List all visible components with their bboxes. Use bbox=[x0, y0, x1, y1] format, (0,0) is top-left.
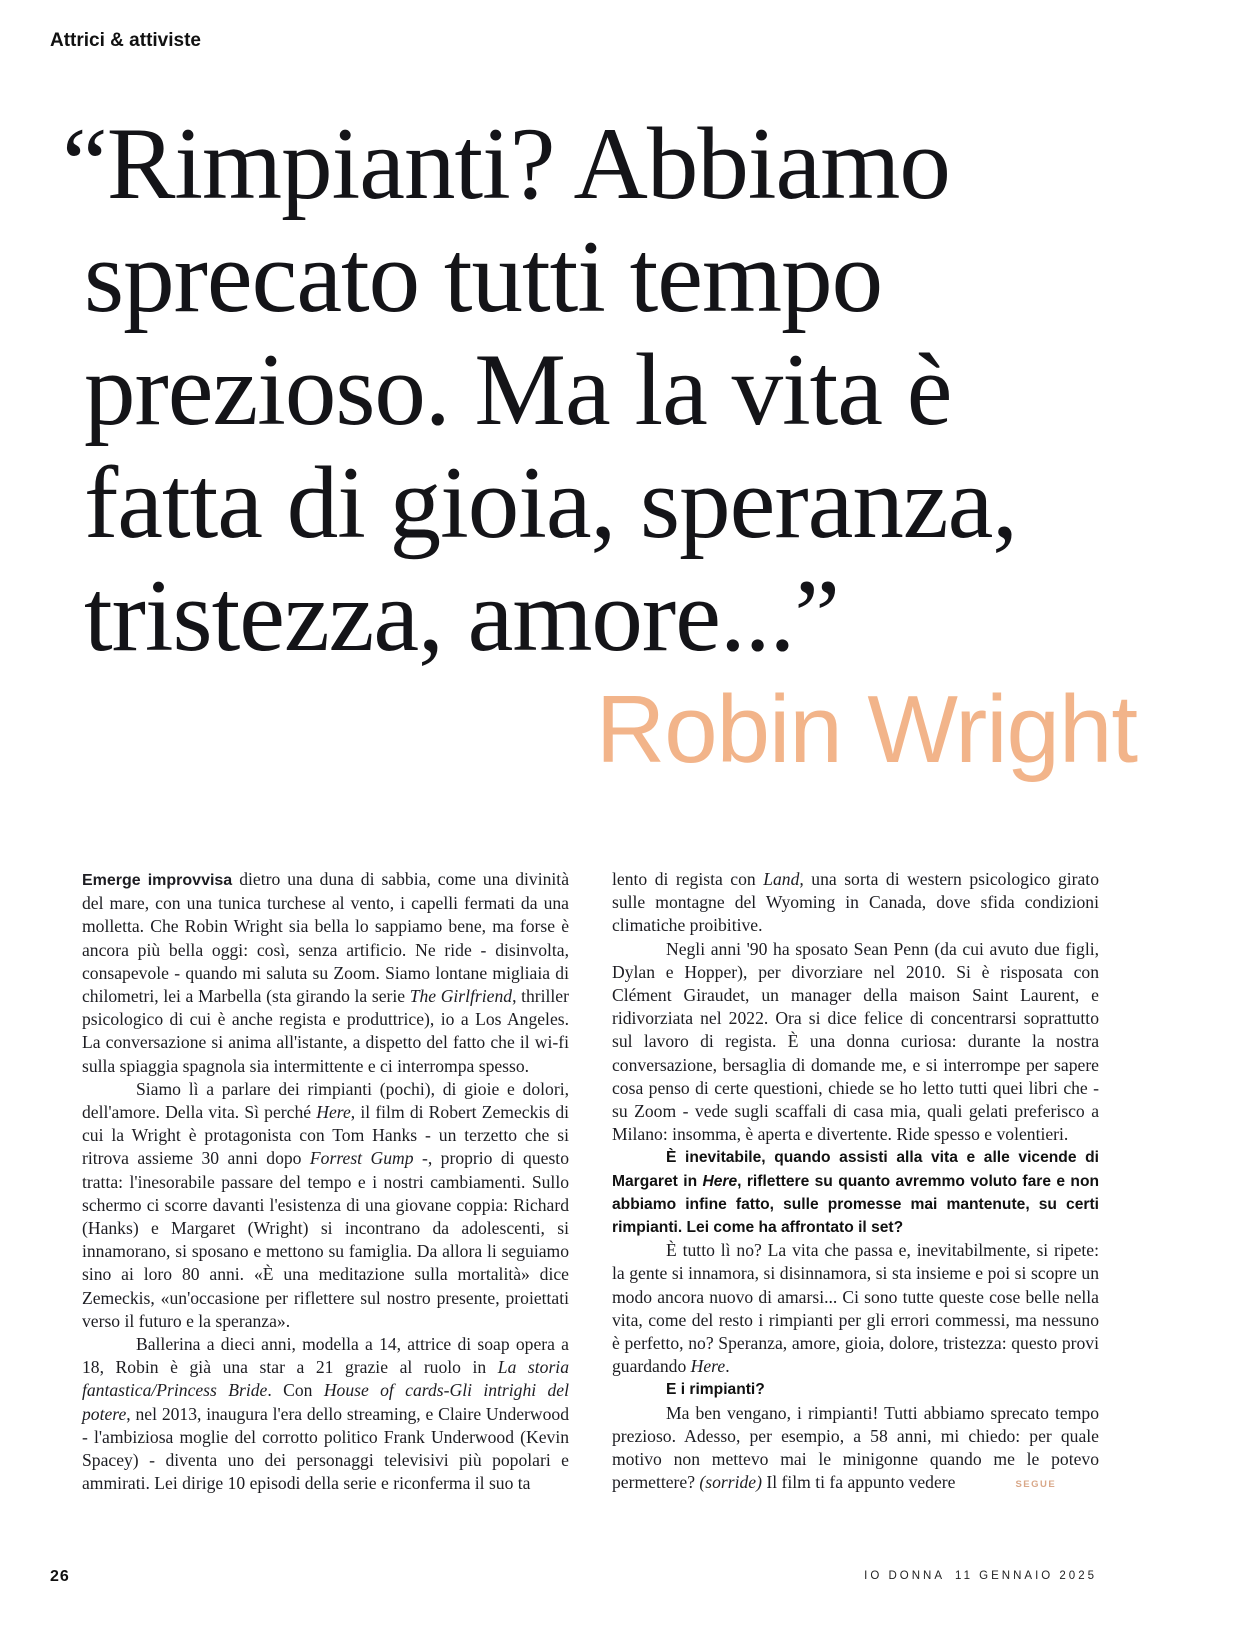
paragraph-text: Ballerina a dieci anni, modella a 14, attrice di soap opera a 18, Robin è già una star a 21 grazie al ruolo in bbox=[82, 1334, 569, 1378]
magazine-name: IO DONNA bbox=[864, 1570, 946, 1582]
title-reference: Here bbox=[316, 1102, 351, 1123]
title-reference: Land, bbox=[763, 869, 804, 889]
headline-quote bbox=[62, 108, 1182, 673]
title-reference: Forrest Gump bbox=[309, 1148, 414, 1169]
answer-text: Ma ben vengano, i rimpianti! Tutti abbiamo sprecato tempo prezioso. Adesso, per esempio, a 58 anni, mi chiedo: per quale motivo non mettevo mai le minigonne quando me le potevo permettere? bbox=[612, 1402, 1099, 1493]
interview-answer bbox=[612, 1239, 1099, 1378]
article-column-left bbox=[82, 868, 569, 1495]
footer-publication bbox=[864, 1570, 1097, 1582]
paragraph-text: Siamo lì a parlare dei rimpianti (pochi), di gioie e dolori, dell'amore. Della vita. Sì perché bbox=[82, 1078, 569, 1123]
article-paragraph bbox=[82, 1333, 569, 1495]
headline-line: prezioso. Ma la vita è bbox=[84, 333, 952, 447]
headline-line: fatta di gioia, speranza, bbox=[84, 446, 1018, 560]
article-paragraph bbox=[82, 1078, 569, 1333]
continued-marker: SEGUE bbox=[1015, 1479, 1057, 1491]
headline-line: sprecato tutti tempo bbox=[84, 220, 883, 334]
interview-question bbox=[612, 1146, 1099, 1239]
page-number: 26 bbox=[50, 1568, 70, 1585]
title-reference: The Girlfriend bbox=[409, 986, 513, 1007]
paragraph-text: lento di regista con bbox=[612, 869, 764, 889]
paragraph-text: , il film di Robert Zemeckis di cui la Wright è protagonista con Tom Hanks - un terzetto che si ritrova assieme 30 anni dopo bbox=[82, 1102, 569, 1169]
paragraph-text: dietro una duna di sabbia, come una divinità del mare, con una tunica turchese al vento, i capelli fermati da una molletta. Che Robin Wright sia bella lo sappiamo bene, ma forse è ancora più bella oggi: così, senza artificio. Ne ride - disinvolta, consapevole - quando mi saluta su Zoom. Siamo lontane migliaia di chilometri, lei a Marbella (sta girando la serie bbox=[82, 869, 569, 1007]
title-reference: La storia fantastica/Princess Bride bbox=[82, 1357, 569, 1401]
paragraph-text: , nel 2013, inaugura l'era dello streaming, e Claire Underwood - l'ambiziosa moglie del corrotto politico Frank Underwood (Kevin Spacey) - diventa uno dei personaggi televisivi più popolari e ammirati. Lei dirige 10 episodi della serie e riconferma il suo ta bbox=[82, 1403, 569, 1494]
answer-text: . bbox=[725, 1356, 730, 1377]
author-name: Robin Wright bbox=[595, 676, 1137, 783]
headline-line: “Rimpianti? Abbiamo bbox=[62, 107, 950, 221]
section-label: Attrici & attiviste bbox=[50, 30, 201, 51]
paragraph-text: -, proprio di questo tratta: l'inesorabile passare del tempo e i nostri cambiamenti. Sullo schermo ci scorre davanti l'esistenza di una giovane coppia: Richard (Hanks) e Margaret (Wright) si incontrano da adolescenti, si innamorano, si sposano e mettono su famiglia. Da allora li seguiamo sino ai loro 80 anni. «È una meditazione sulla mortalità» dice Zemeckis, «un'occasione per riflettere sul nostro presente, proiettati verso il futuro e la speranza». bbox=[82, 1148, 569, 1331]
question-text: È inevitabile, quando assisti alla vita e alle vicende di Margaret in bbox=[612, 1149, 1099, 1190]
paragraph-text: una sorta di western psicologico girato sulle montagne del Wyoming in Canada, dove sfida condizioni climatiche proibitive. bbox=[612, 869, 1099, 936]
headline-line: tristezza, amore...” bbox=[84, 559, 839, 673]
question-text: , riflettere su quanto avremmo voluto fare e non abbiamo infine fatto, sulle promesse mai mantenute, su certi rimpianti. Lei come ha affrontato il set? bbox=[612, 1172, 1099, 1237]
article-paragraph bbox=[612, 868, 1099, 938]
interview-question: E i rimpianti? bbox=[666, 1381, 765, 1399]
answer-text: Il film ti fa appunto vedere bbox=[761, 1472, 956, 1493]
article-column-right bbox=[612, 868, 1099, 1496]
title-reference: Here bbox=[702, 1172, 738, 1190]
interview-answer bbox=[612, 1402, 1099, 1497]
lead-in: Emerge improvvisa bbox=[82, 872, 233, 889]
paragraph-text: . Con bbox=[267, 1380, 324, 1401]
answer-text: È tutto lì no? La vita che passa e, inevitabilmente, si ripete: la gente si innamora, si disinnamora, si sta insieme e poi si scopre un modo ancora nuovo di amarsi... Ci sono tutte queste cose belle nella vita, come del resto i rimpianti per gli errori commessi, ma nessuno è perfetto, no? Speranza, amore, gioia, dolore, tristezza: questo provi guardando bbox=[612, 1240, 1099, 1377]
article-paragraph bbox=[82, 868, 569, 1078]
paragraph-text: , thriller psicologico di cui è anche regista e produttrice), io a Los Angeles. La conversazione si anima all'istante, a dispetto del fatto che il wi-fi sulla spiaggia spagnola sia intermittente e ci interrompa spesso. bbox=[82, 986, 569, 1076]
issue-date: 11 GENNAIO 2025 bbox=[955, 1570, 1097, 1582]
title-reference: House of cards-Gli intrighi del potere bbox=[82, 1380, 569, 1424]
article-paragraph: Negli anni '90 ha sposato Sean Penn (da cui avuto due figli, Dylan e Hopper), per divorziare nel 2010. Si è risposata con Clément Giraudet, un manager della maison Saint Laurent, e ridivorziata nel 2022. Ora si dice felice di concentrarsi soprattutto sul lavoro di regista. È una donna curiosa: durante la nostra conversazione, bersaglia di domande me, e si interrompe per sapere cosa penso di certe questioni, chiede se ho letto tutti quei libri che - su Zoom - vede sugli scaffali di casa mia, quali gelati preferisco a Milano: insomma, è aperta e divertente. Ride spesso e volentieri. bbox=[612, 938, 1099, 1145]
stage-direction: (sorride) bbox=[699, 1472, 762, 1493]
title-reference: Here bbox=[690, 1356, 726, 1377]
